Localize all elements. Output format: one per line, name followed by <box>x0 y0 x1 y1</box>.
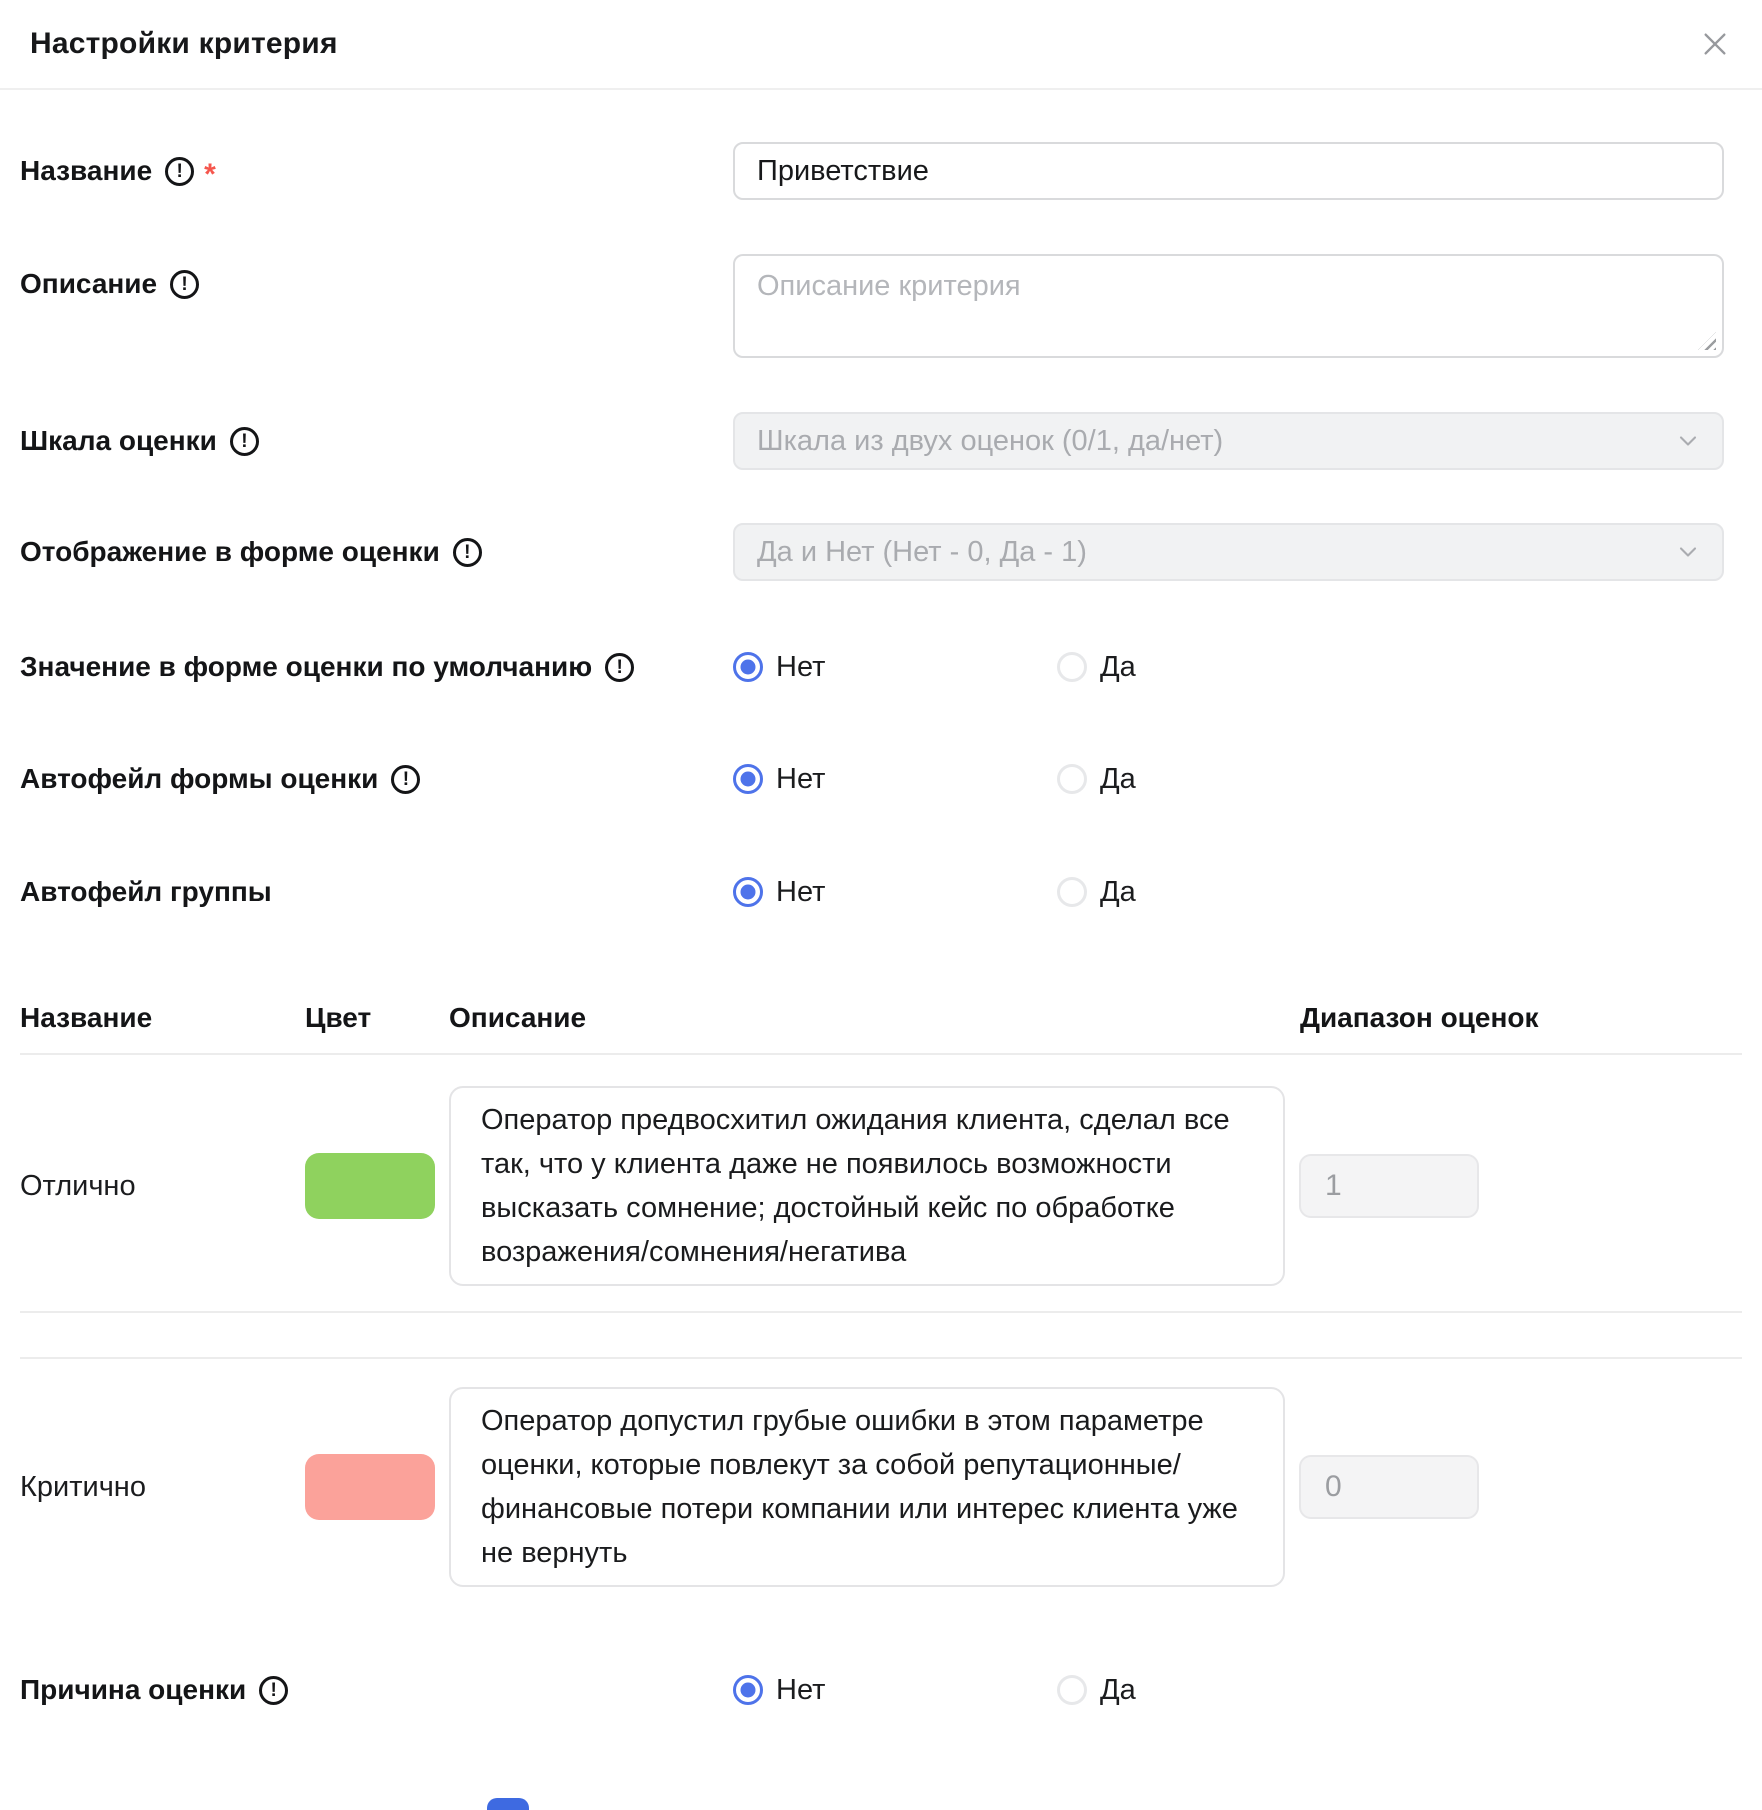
default-value-label-group <box>20 651 733 683</box>
default-value-label: Значение в форме оценки по умолчанию <box>20 651 593 682</box>
range-input-disabled: 0 <box>1299 1455 1479 1519</box>
modal-title: Настройки критерия <box>30 27 338 60</box>
radio-yes[interactable]: Да <box>1057 1674 1136 1707</box>
description-label: Описание <box>20 268 158 299</box>
radio-unselected-icon[interactable] <box>1057 1675 1087 1705</box>
display-form-label-group <box>20 536 733 568</box>
radio-no[interactable]: Нет <box>733 763 1057 796</box>
form-row-description <box>20 254 1742 358</box>
display-form-select-value: Да и Нет (Нет - 0, Да - 1) <box>757 535 1087 568</box>
info-icon[interactable]: ! <box>230 427 259 456</box>
description-textarea[interactable] <box>733 254 1724 358</box>
description-label-group <box>20 268 733 300</box>
scale-select-value: Шкала из двух оценок (0/1, да/нет) <box>757 424 1224 457</box>
range-input-disabled: 1 <box>1299 1154 1479 1218</box>
autofail-form-label: Автофейл формы оценки <box>20 763 379 794</box>
info-icon[interactable]: ! <box>165 157 194 186</box>
row-description-card[interactable]: Оператор допустил грубые ошибки в этом параметре оценки, которые повлекут за собой репутационные/ финансовые потери компании или интерес клиента уже не вернуть <box>449 1387 1285 1587</box>
modal-content <box>0 142 1762 1719</box>
radio-unselected-icon[interactable] <box>1057 877 1087 907</box>
radio-unselected-icon[interactable] <box>1057 652 1087 682</box>
display-form-select-disabled <box>733 523 1724 581</box>
radio-selected-icon[interactable] <box>733 877 763 907</box>
radio-yes[interactable]: Да <box>1057 651 1136 684</box>
form-row-autofail-group <box>20 863 1742 921</box>
radio-unselected-icon[interactable] <box>1057 764 1087 794</box>
table-header-row <box>20 1000 1742 1055</box>
scale-select-disabled <box>733 412 1724 470</box>
form-row-autofail-form <box>20 750 1742 808</box>
table-row <box>20 1055 1742 1313</box>
column-header-range: Диапазон оценок <box>1300 1002 1539 1033</box>
default-value-radio-group <box>733 638 1724 696</box>
row-name-label: Отлично <box>20 1169 136 1202</box>
column-header-name: Название <box>20 1002 153 1033</box>
color-swatch[interactable] <box>305 1153 435 1219</box>
chevron-down-icon <box>1674 538 1702 566</box>
form-row-reason <box>20 1661 1742 1719</box>
info-icon[interactable]: ! <box>391 765 420 794</box>
form-row-scale <box>20 412 1742 470</box>
form-row-display-form <box>20 523 1742 581</box>
radio-no[interactable]: Нет <box>733 1674 1057 1707</box>
info-icon[interactable]: ! <box>259 1676 288 1705</box>
row-name-label: Критично <box>20 1470 146 1503</box>
radio-yes[interactable]: Да <box>1057 763 1136 796</box>
radio-selected-icon[interactable] <box>733 1675 763 1705</box>
name-input[interactable] <box>733 142 1724 200</box>
radio-selected-icon[interactable] <box>733 764 763 794</box>
table-row <box>20 1359 1742 1587</box>
column-header-color: Цвет <box>305 1002 372 1033</box>
radio-no[interactable]: Нет <box>733 651 1057 684</box>
row-description-card[interactable]: Оператор предвосхитил ожидания клиента, сделал все так, что у клиента даже не появилось возможности высказать сомнение; достойный кейс по обработке возражения/сомнения/негатива <box>449 1086 1285 1286</box>
autofail-group-label-group <box>20 876 733 908</box>
radio-selected-icon[interactable] <box>733 652 763 682</box>
reason-radio-group <box>733 1661 1724 1719</box>
display-form-label: Отображение в форме оценки <box>20 536 440 567</box>
column-header-description: Описание <box>449 1002 587 1033</box>
modal-header <box>0 0 1762 90</box>
reason-label: Причина оценки <box>20 1674 247 1705</box>
info-icon[interactable]: ! <box>605 653 634 682</box>
primary-button-partial[interactable] <box>487 1798 529 1810</box>
scale-label: Шкала оценки <box>20 425 217 456</box>
info-icon[interactable]: ! <box>453 538 482 567</box>
chevron-down-icon <box>1674 427 1702 455</box>
info-icon[interactable]: ! <box>170 270 199 299</box>
table-empty-row <box>20 1313 1742 1359</box>
color-swatch[interactable] <box>305 1454 435 1520</box>
autofail-form-radio-group <box>733 750 1724 808</box>
form-row-name <box>20 142 1742 200</box>
name-label: Название <box>20 155 153 186</box>
radio-no[interactable]: Нет <box>733 876 1057 909</box>
close-button[interactable] <box>1698 27 1732 61</box>
close-icon <box>1699 28 1731 60</box>
autofail-form-label-group <box>20 763 733 795</box>
reason-label-group <box>20 1674 733 1706</box>
autofail-group-label: Автофейл группы <box>20 876 272 907</box>
form-row-default-value <box>20 638 1742 696</box>
scale-label-group <box>20 425 733 457</box>
autofail-group-radio-group <box>733 863 1724 921</box>
radio-yes[interactable]: Да <box>1057 876 1136 909</box>
name-label-group: Название ! * <box>20 155 216 191</box>
